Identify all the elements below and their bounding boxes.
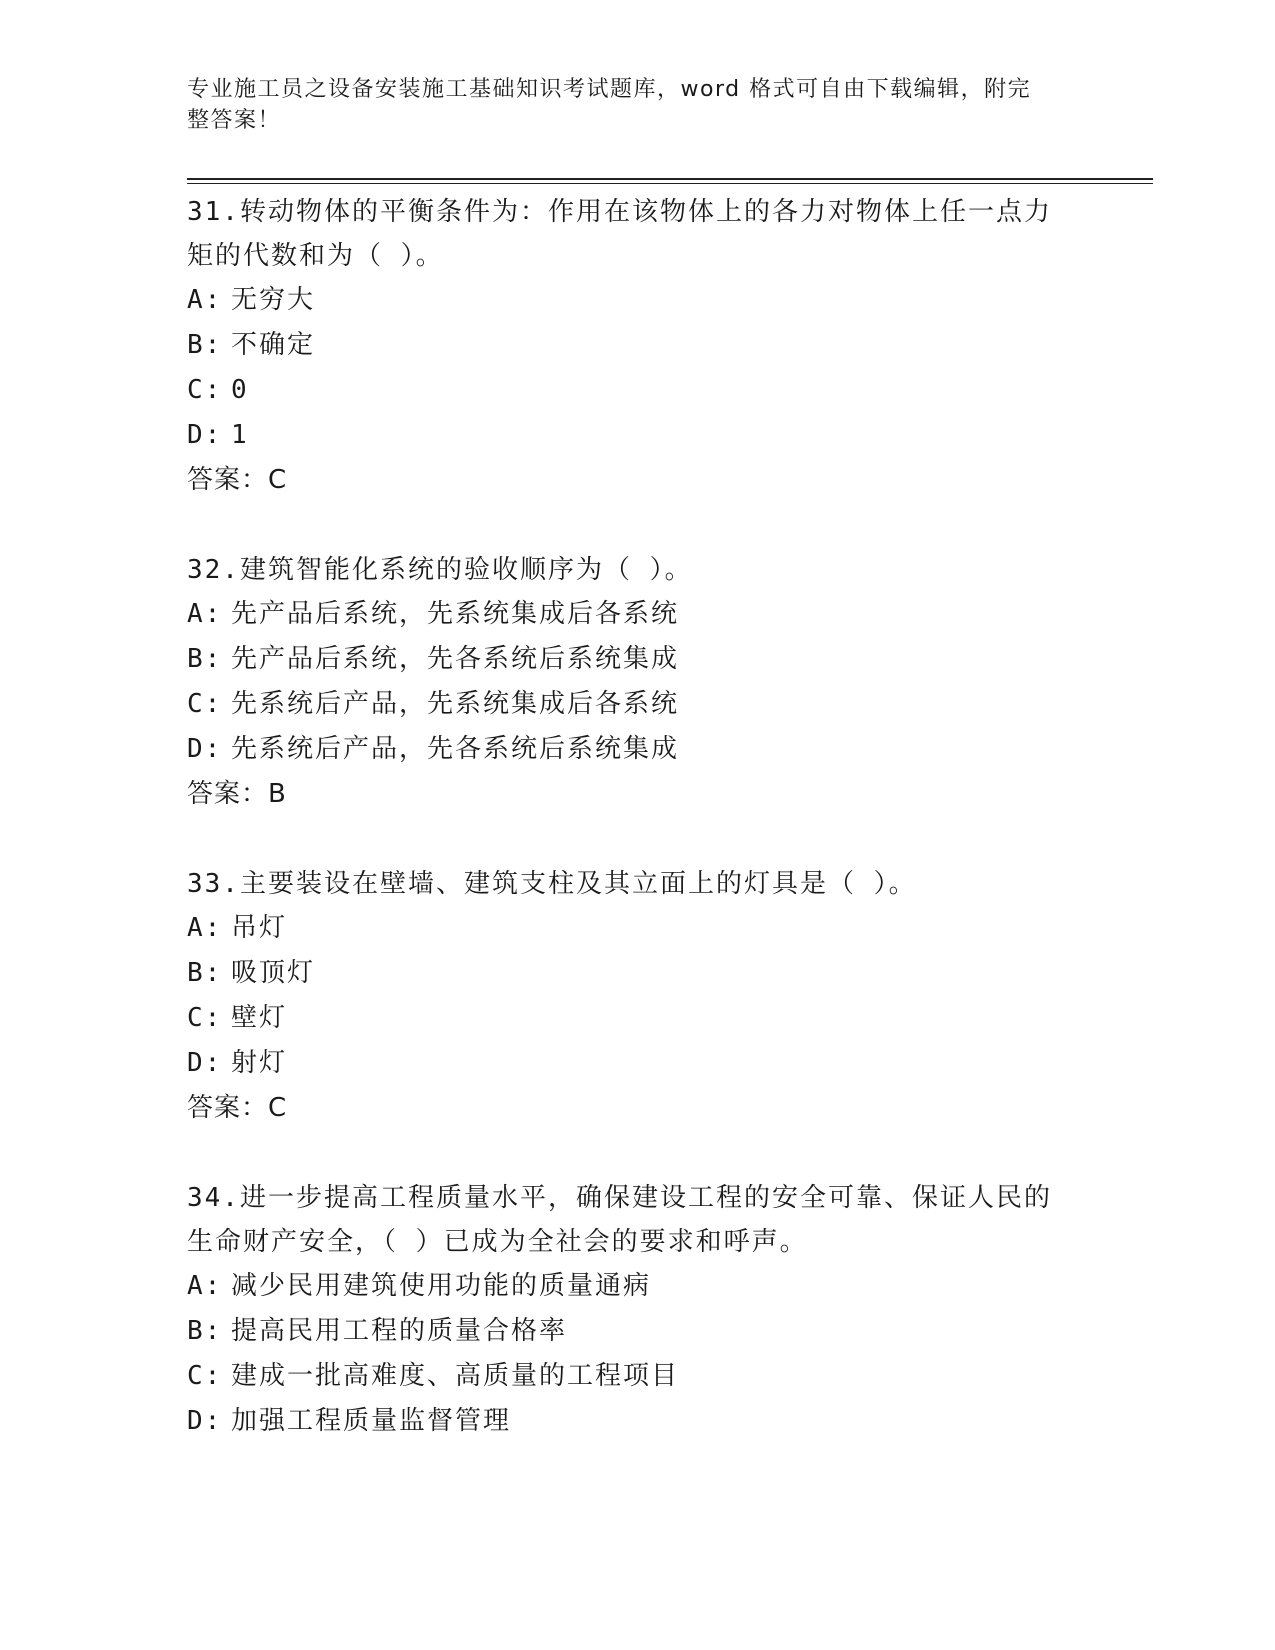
option-text: 先系统后产品，先各系统后系统集成 <box>231 734 680 764</box>
option-b <box>187 323 1087 368</box>
option-b <box>187 951 1087 996</box>
option-text: 壁灯 <box>231 1003 288 1033</box>
option-text: 建成一批高难度、高质量的工程项目 <box>231 1361 680 1391</box>
option-c <box>187 1354 1087 1399</box>
option-key: A: <box>187 599 223 629</box>
option-key: C: <box>187 1361 223 1391</box>
question-stem: 34.进一步提高工程质量水平，确保建设工程的安全可靠、保证人民的 <box>187 1183 1052 1213</box>
option-key: B: <box>187 1316 223 1346</box>
option-key: C: <box>187 689 223 719</box>
option-key: D: <box>187 420 223 450</box>
option-key: A: <box>187 913 223 943</box>
option-d <box>187 413 1087 458</box>
option-text: 先产品后系统，先各系统后系统集成 <box>231 644 680 674</box>
header-line-2: 整答案！ <box>187 108 282 133</box>
option-c <box>187 368 1087 413</box>
option-key: B: <box>187 644 223 674</box>
option-key: B: <box>187 330 223 360</box>
option-text: 吸顶灯 <box>231 958 316 988</box>
option-key: D: <box>187 1048 223 1078</box>
option-a <box>187 1264 1087 1309</box>
option-key: A: <box>187 285 223 315</box>
option-text: 无穷大 <box>231 285 316 315</box>
option-d <box>187 1399 1087 1444</box>
question-34 <box>187 1176 1087 1444</box>
answer: 答案：C <box>187 465 288 495</box>
option-text: 先系统后产品，先系统集成后各系统 <box>231 689 680 719</box>
option-c <box>187 682 1087 727</box>
answer: 答案：B <box>187 779 287 809</box>
header-line-1: 专业施工员之设备安装施工基础知识考试题库，word 格式可自由下载编辑，附完 <box>187 77 1032 102</box>
option-key: A: <box>187 1271 223 1301</box>
answer: 答案：C <box>187 1093 288 1123</box>
question-stem: 32.建筑智能化系统的验收顺序为（ ）。 <box>187 555 693 585</box>
option-text: 0 <box>231 375 249 405</box>
option-a <box>187 906 1087 951</box>
option-text: 先产品后系统，先系统集成后各系统 <box>231 599 680 629</box>
option-b <box>187 1309 1087 1354</box>
document-header <box>187 74 1067 136</box>
option-b <box>187 637 1087 682</box>
question-stem-continued: 矩的代数和为（ ）。 <box>187 241 444 271</box>
question-list <box>187 190 1087 1489</box>
header-divider <box>187 178 1153 184</box>
option-text: 提高民用工程的质量合格率 <box>231 1316 568 1346</box>
option-text: 射灯 <box>231 1048 288 1078</box>
option-key: D: <box>187 1406 223 1436</box>
question-33 <box>187 862 1087 1131</box>
option-d <box>187 1041 1087 1086</box>
option-d <box>187 727 1087 772</box>
option-text: 减少民用建筑使用功能的质量通病 <box>231 1271 652 1301</box>
option-c <box>187 996 1087 1041</box>
question-stem-continued: 生命财产安全，（ ）已成为全社会的要求和呼声。 <box>187 1227 808 1257</box>
option-key: D: <box>187 734 223 764</box>
question-stem: 33.主要装设在壁墙、建筑支柱及其立面上的灯具是（ ）。 <box>187 869 917 899</box>
option-a <box>187 278 1087 323</box>
option-text: 不确定 <box>231 330 316 360</box>
option-text: 吊灯 <box>231 913 288 943</box>
option-a <box>187 592 1087 637</box>
option-text: 1 <box>231 420 249 450</box>
option-text: 加强工程质量监督管理 <box>231 1406 512 1436</box>
option-key: B: <box>187 958 223 988</box>
question-stem: 31.转动物体的平衡条件为：作用在该物体上的各力对物体上任一点力 <box>187 197 1052 227</box>
option-key: C: <box>187 1003 223 1033</box>
option-key: C: <box>187 375 223 405</box>
question-31 <box>187 190 1087 503</box>
question-32 <box>187 548 1087 817</box>
